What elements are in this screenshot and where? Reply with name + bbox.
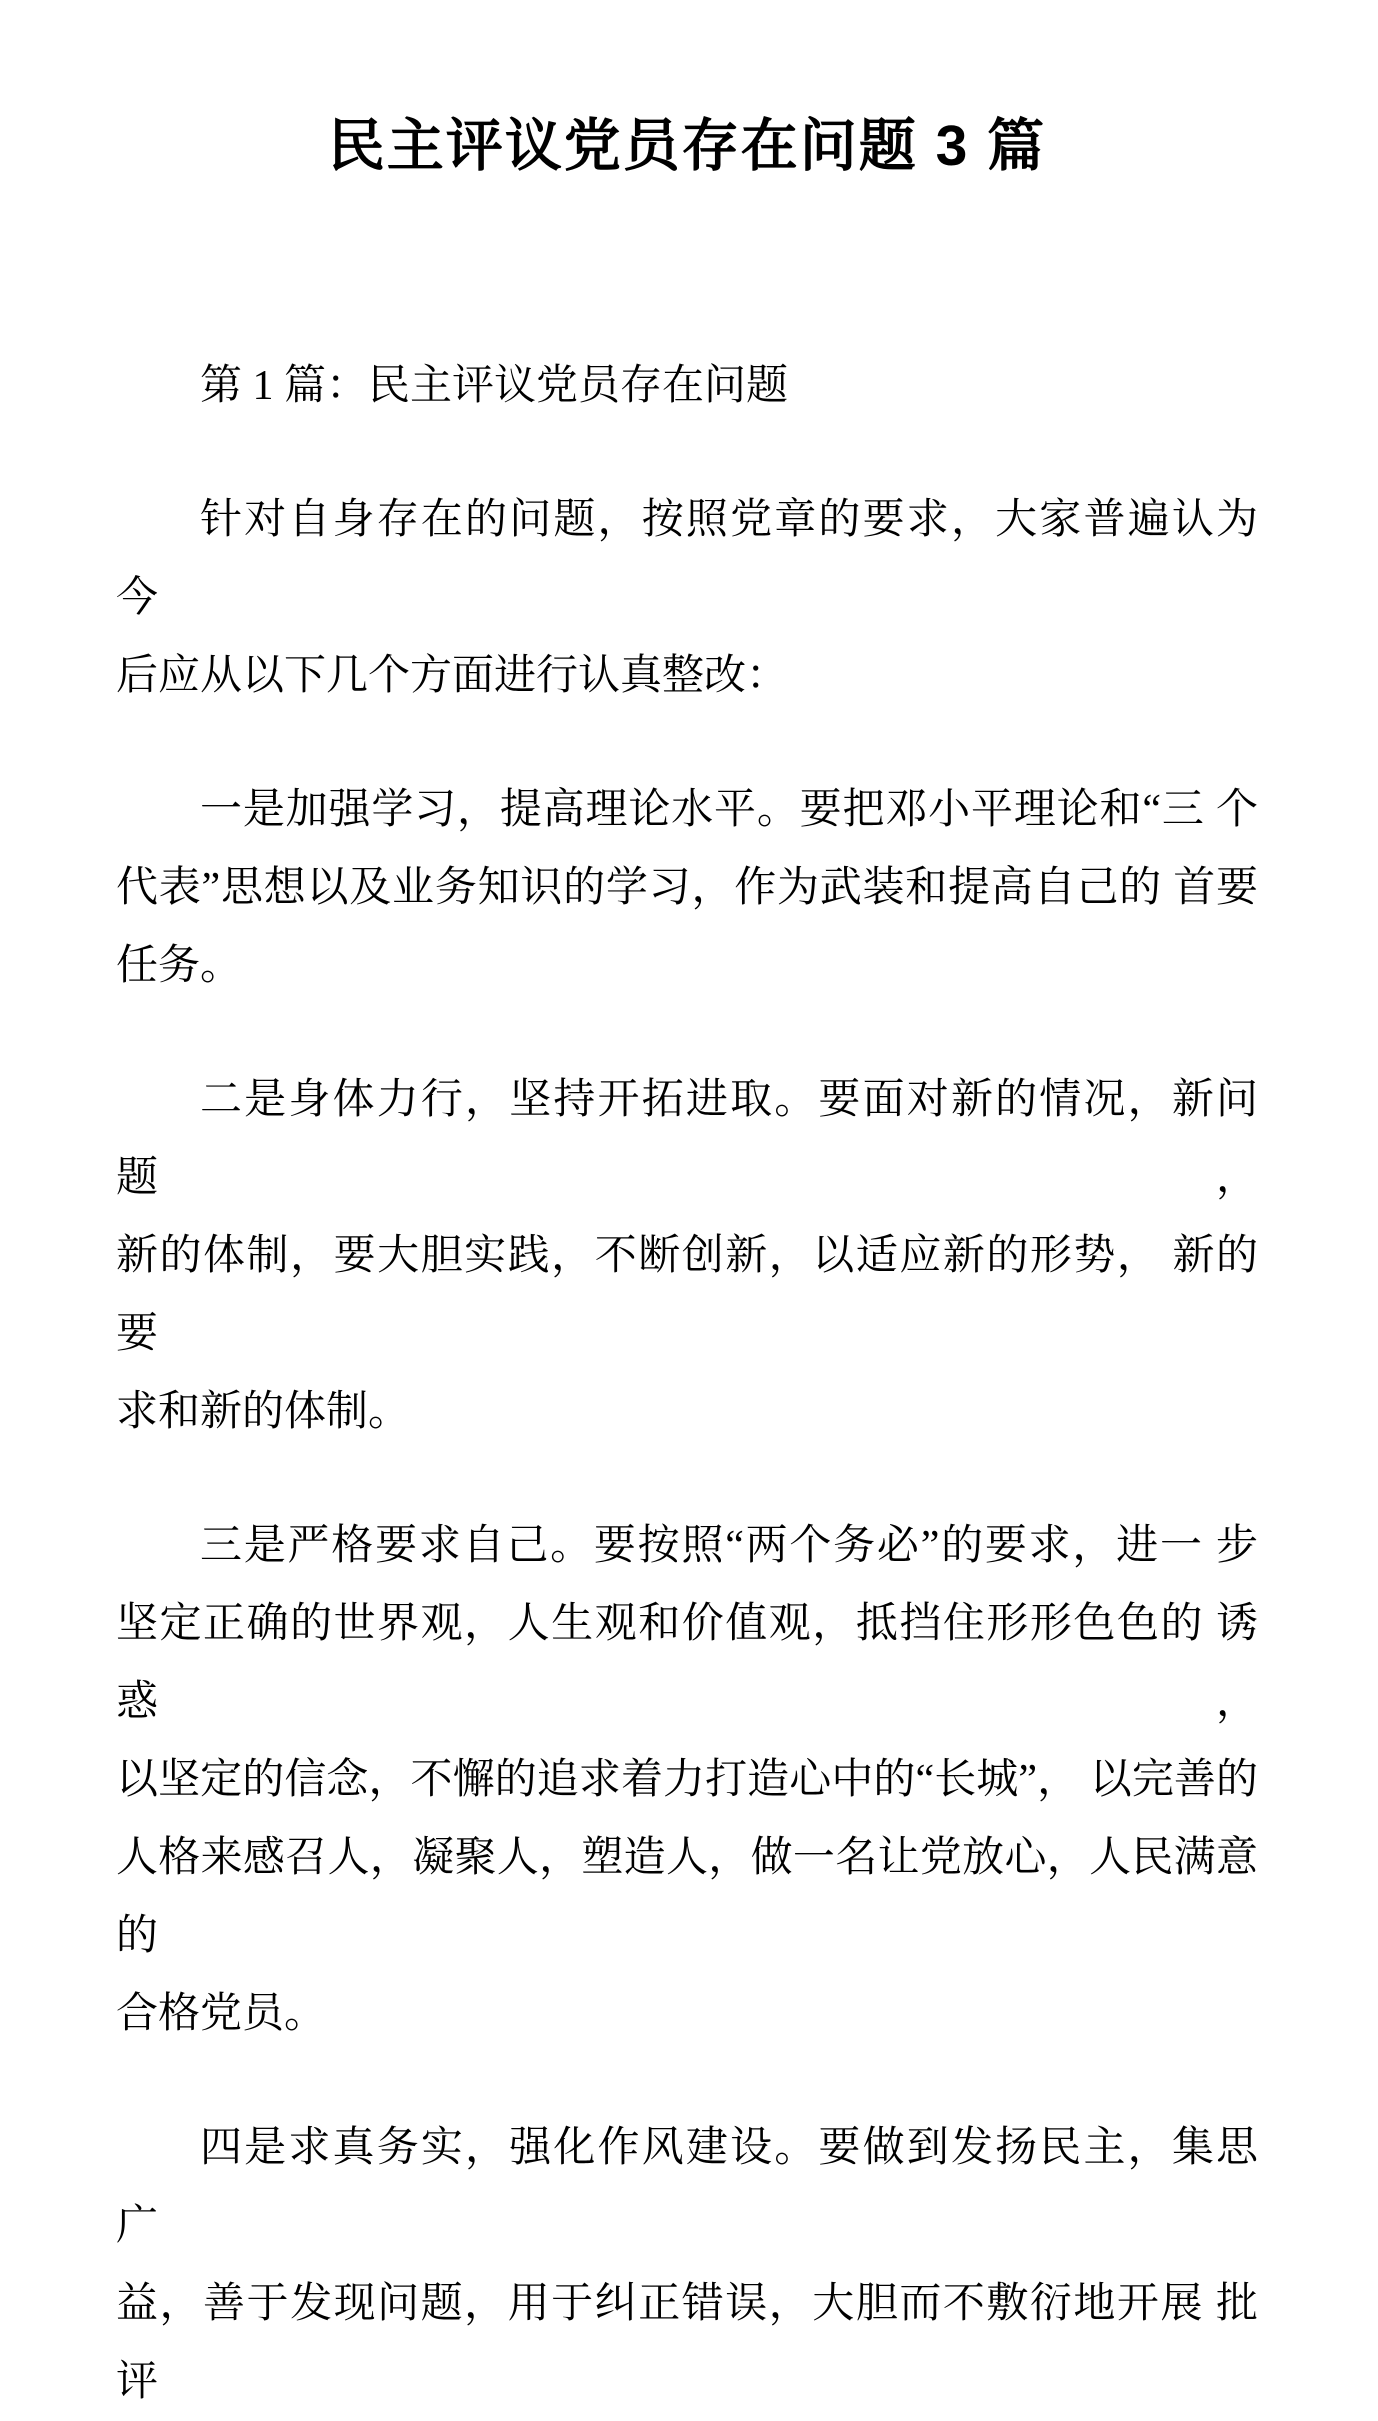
paragraph-line: 三是严格要求自己。要按照“两个务必”的要求，进一 步	[200, 1523, 1258, 1569]
paragraph-line: 后应从以下几个方面进行认真整改：	[116, 653, 789, 699]
paragraph-line: 四是求真务实，强化作风建设。要做到发扬民主，集思 广	[116, 2125, 1258, 2249]
paragraph	[116, 1507, 1258, 2053]
paragraph-line: 任务。	[116, 943, 243, 989]
paragraph-line: 二是身体力行，坚持开拓进取。要面对新的情况，新问 题，	[116, 1077, 1258, 1201]
paragraph-line: 第 1 篇：民主评议党员存在问题	[200, 363, 789, 409]
document-title: 民主评议党员存在问题 3 篇	[327, 114, 1047, 178]
paragraph-line: 坚定正确的世界观，人生观和价值观，抵挡住形形色色的 诱惑，	[116, 1601, 1258, 1725]
paragraph-line: 益，善于发现问题，用于纠正错误，大胆而不敷衍地开展 批评	[116, 2281, 1258, 2405]
paragraph-line: 一是加强学习，提高理论水平。要把邓小平理论和“三 个	[200, 787, 1258, 833]
paragraph-line: 人格来感召人，凝聚人，塑造人，做一名让党放心，人民满意的	[116, 1835, 1258, 1959]
paragraph-line: 新的体制，要大胆实践，不断创新，以适应新的形势， 新的要	[116, 1233, 1258, 1357]
paragraph-line: 求和新的体制。	[116, 1389, 411, 1435]
document-body	[116, 347, 1258, 2421]
paragraph-line: 代表”思想以及业务知识的学习，作为武装和提高自己的 首要	[116, 865, 1258, 911]
paragraph-line: 合格党员。	[116, 1991, 327, 2037]
paragraph	[116, 2109, 1258, 2421]
paragraph	[116, 771, 1258, 1005]
paragraph-line: 以坚定的信念，不懈的追求着力打造心中的“长城”， 以完善的	[116, 1757, 1258, 1803]
paragraph	[116, 481, 1258, 715]
paragraph-heading	[116, 347, 1258, 425]
paragraph	[116, 1061, 1258, 1451]
paragraph-line: 针对自身存在的问题，按照党章的要求，大家普遍认为 今	[116, 497, 1258, 621]
